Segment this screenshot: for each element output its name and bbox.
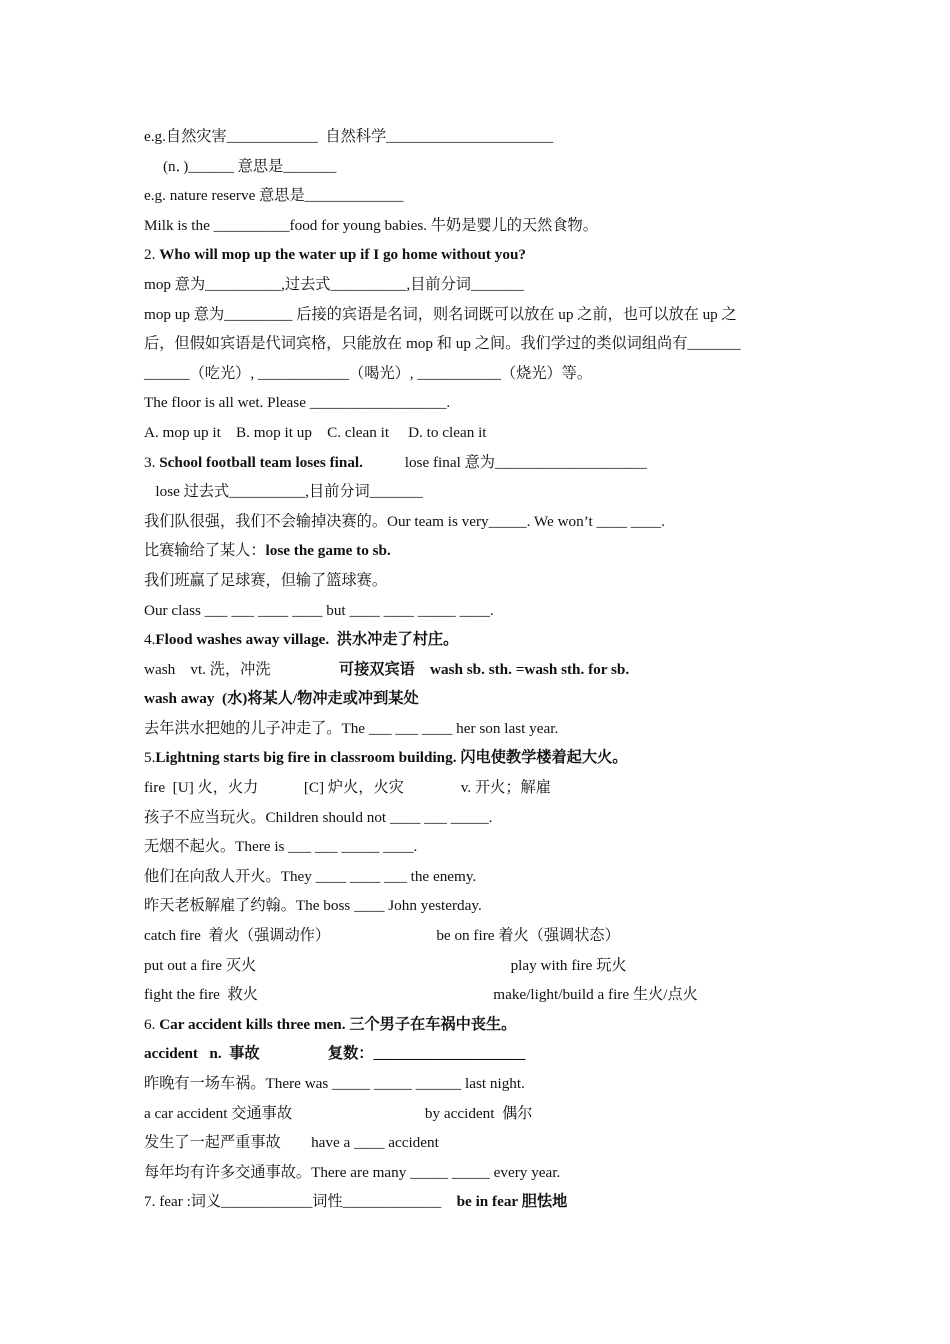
plain-text: mop 意为__________,过去式__________,目前分词_______ [144,275,525,293]
text-line [144,448,824,478]
text-line [144,1010,824,1040]
plain-text: 他们在向敌人开火。They ____ ____ ___ the enemy. [144,867,477,885]
text-line [144,240,824,270]
bold-text: accident n. 事故 复数：____________________ [144,1045,526,1063]
text-line [144,773,824,803]
plain-text: e.g.自然灾害____________ 自然科学______________________ [144,128,554,145]
text-line [144,743,824,773]
text-line [144,477,824,507]
text-line [144,270,824,300]
plain-text: e.g. nature reserve 意思是_____________ [144,187,404,205]
text-line [144,891,824,921]
plain-text: 无烟不起火。There is ___ ___ _____ ____. [144,838,418,856]
plain-text: 孩子不应当玩火。Children should not ____ ___ _____. [144,808,493,826]
text-line [144,566,824,596]
plain-text: 后，但假如宾语是代词宾格，只能放在 mop 和 up 之间。我们学过的类似词组尚有_______ [144,335,741,353]
text-line [144,832,824,862]
plain-text: fire [U] 火，火力 [C] 炉火，火灾 v. 开火；解雇 [144,779,551,797]
bold-text: Lightning starts big fire in classroom building. 闪电使教学楼着起大火。 [155,749,628,767]
plain-text: 我们班赢了足球赛，但输了篮球赛。 [144,571,387,589]
text-line [144,862,824,892]
plain-text: lose 过去式__________,目前分词_______ [144,483,423,501]
text-line [144,388,824,418]
text-line [144,1187,824,1217]
plain-text: put out a fire 灭火 play with fire 玩火 [144,956,627,974]
bold-text: School football team loses final. [159,453,363,471]
text-line [144,803,824,833]
text-line [144,684,824,714]
text-line [144,1099,824,1129]
plain-text: 每年均有许多交通事故。There are many _____ _____ every year. [144,1163,561,1181]
text-line [144,122,824,152]
text-line [144,655,824,685]
plain-text: ______（吃光）, ____________（喝光）, ___________（烧光）等。 [144,364,593,382]
text-line [144,329,824,359]
plain-text: 3. [144,453,160,471]
text-line [144,625,824,655]
bold-text: Who will mop up the water up if I go home without you? [159,246,526,264]
text-line [144,211,824,241]
plain-text: catch fire 着火（强调动作） be on fire 着火（强调状态） [144,927,620,945]
bold-text: Car accident kills three men. 三个男子在车祸中丧生。 [159,1015,517,1033]
plain-text: Milk is the __________food for young babies. 牛奶是婴儿的天然食物。 [144,216,598,234]
text-line [144,980,824,1010]
plain-text: fight the fire 救火 make/light/build a fire 生火/点火 [144,986,698,1004]
bold-text: be in fear 胆怯地 [456,1193,568,1211]
text-line [144,300,824,330]
plain-text: 7. fear :词义____________词性_____________ [144,1193,457,1211]
plain-text: (n．)______ 意思是_______ [144,157,337,175]
text-line [144,714,824,744]
plain-text: lose final 意为____________________ [362,453,647,471]
text-line [144,507,824,537]
bold-text: Flood washes away village. 洪水冲走了村庄。 [155,631,459,649]
bold-text: 可接双宾语 wash sb. sth. =wash sth. for sb. [338,660,630,678]
plain-text: 5. [144,749,156,767]
text-line [144,359,824,389]
plain-text: A. mop up it B. mop it up C. clean it D. to clean it [144,423,487,441]
text-line [144,1128,824,1158]
plain-text: 6. [144,1015,160,1033]
plain-text: wash vt. 洗，冲洗 [144,660,339,678]
text-line [144,181,824,211]
plain-text: mop up 意为_________ 后接的宾语是名词，则名词既可以放在 up 之前，也可以放在 up 之 [144,305,737,323]
text-line [144,1039,824,1069]
text-line [144,596,824,626]
plain-text: 我们队很强，我们不会输掉决赛的。Our team is very_____. We won’t ____ ____. [144,512,665,530]
text-line [144,1069,824,1099]
document-page [144,122,824,1217]
text-line [144,152,824,182]
plain-text: The floor is all wet. Please __________________. [144,394,451,412]
plain-text: 昨晚有一场车祸。There was _____ _____ ______ last night. [144,1075,525,1092]
plain-text: 去年洪水把她的儿子冲走了。The ___ ___ ____ her son last year. [144,719,559,737]
text-line [144,1158,824,1188]
plain-text: 发生了一起严重事故 have a ____ accident [144,1134,439,1152]
plain-text: 比赛输给了某人： [144,542,266,560]
plain-text: 昨天老板解雇了约翰。The boss ____ John yesterday. [144,897,482,915]
bold-text: lose the game to sb. [265,542,391,560]
text-line [144,418,824,448]
plain-text: 2. [144,246,160,264]
text-line [144,921,824,951]
plain-text: 4. [144,631,156,649]
text-line [144,536,824,566]
plain-text: Our class ___ ___ ____ ____ but ____ ____ _____ ____. [144,601,494,619]
plain-text: a car accident 交通事故 by accident 偶尔 [144,1104,533,1122]
text-line [144,951,824,981]
bold-text: wash away (水)将某人/物冲走或冲到某处 [144,690,419,708]
